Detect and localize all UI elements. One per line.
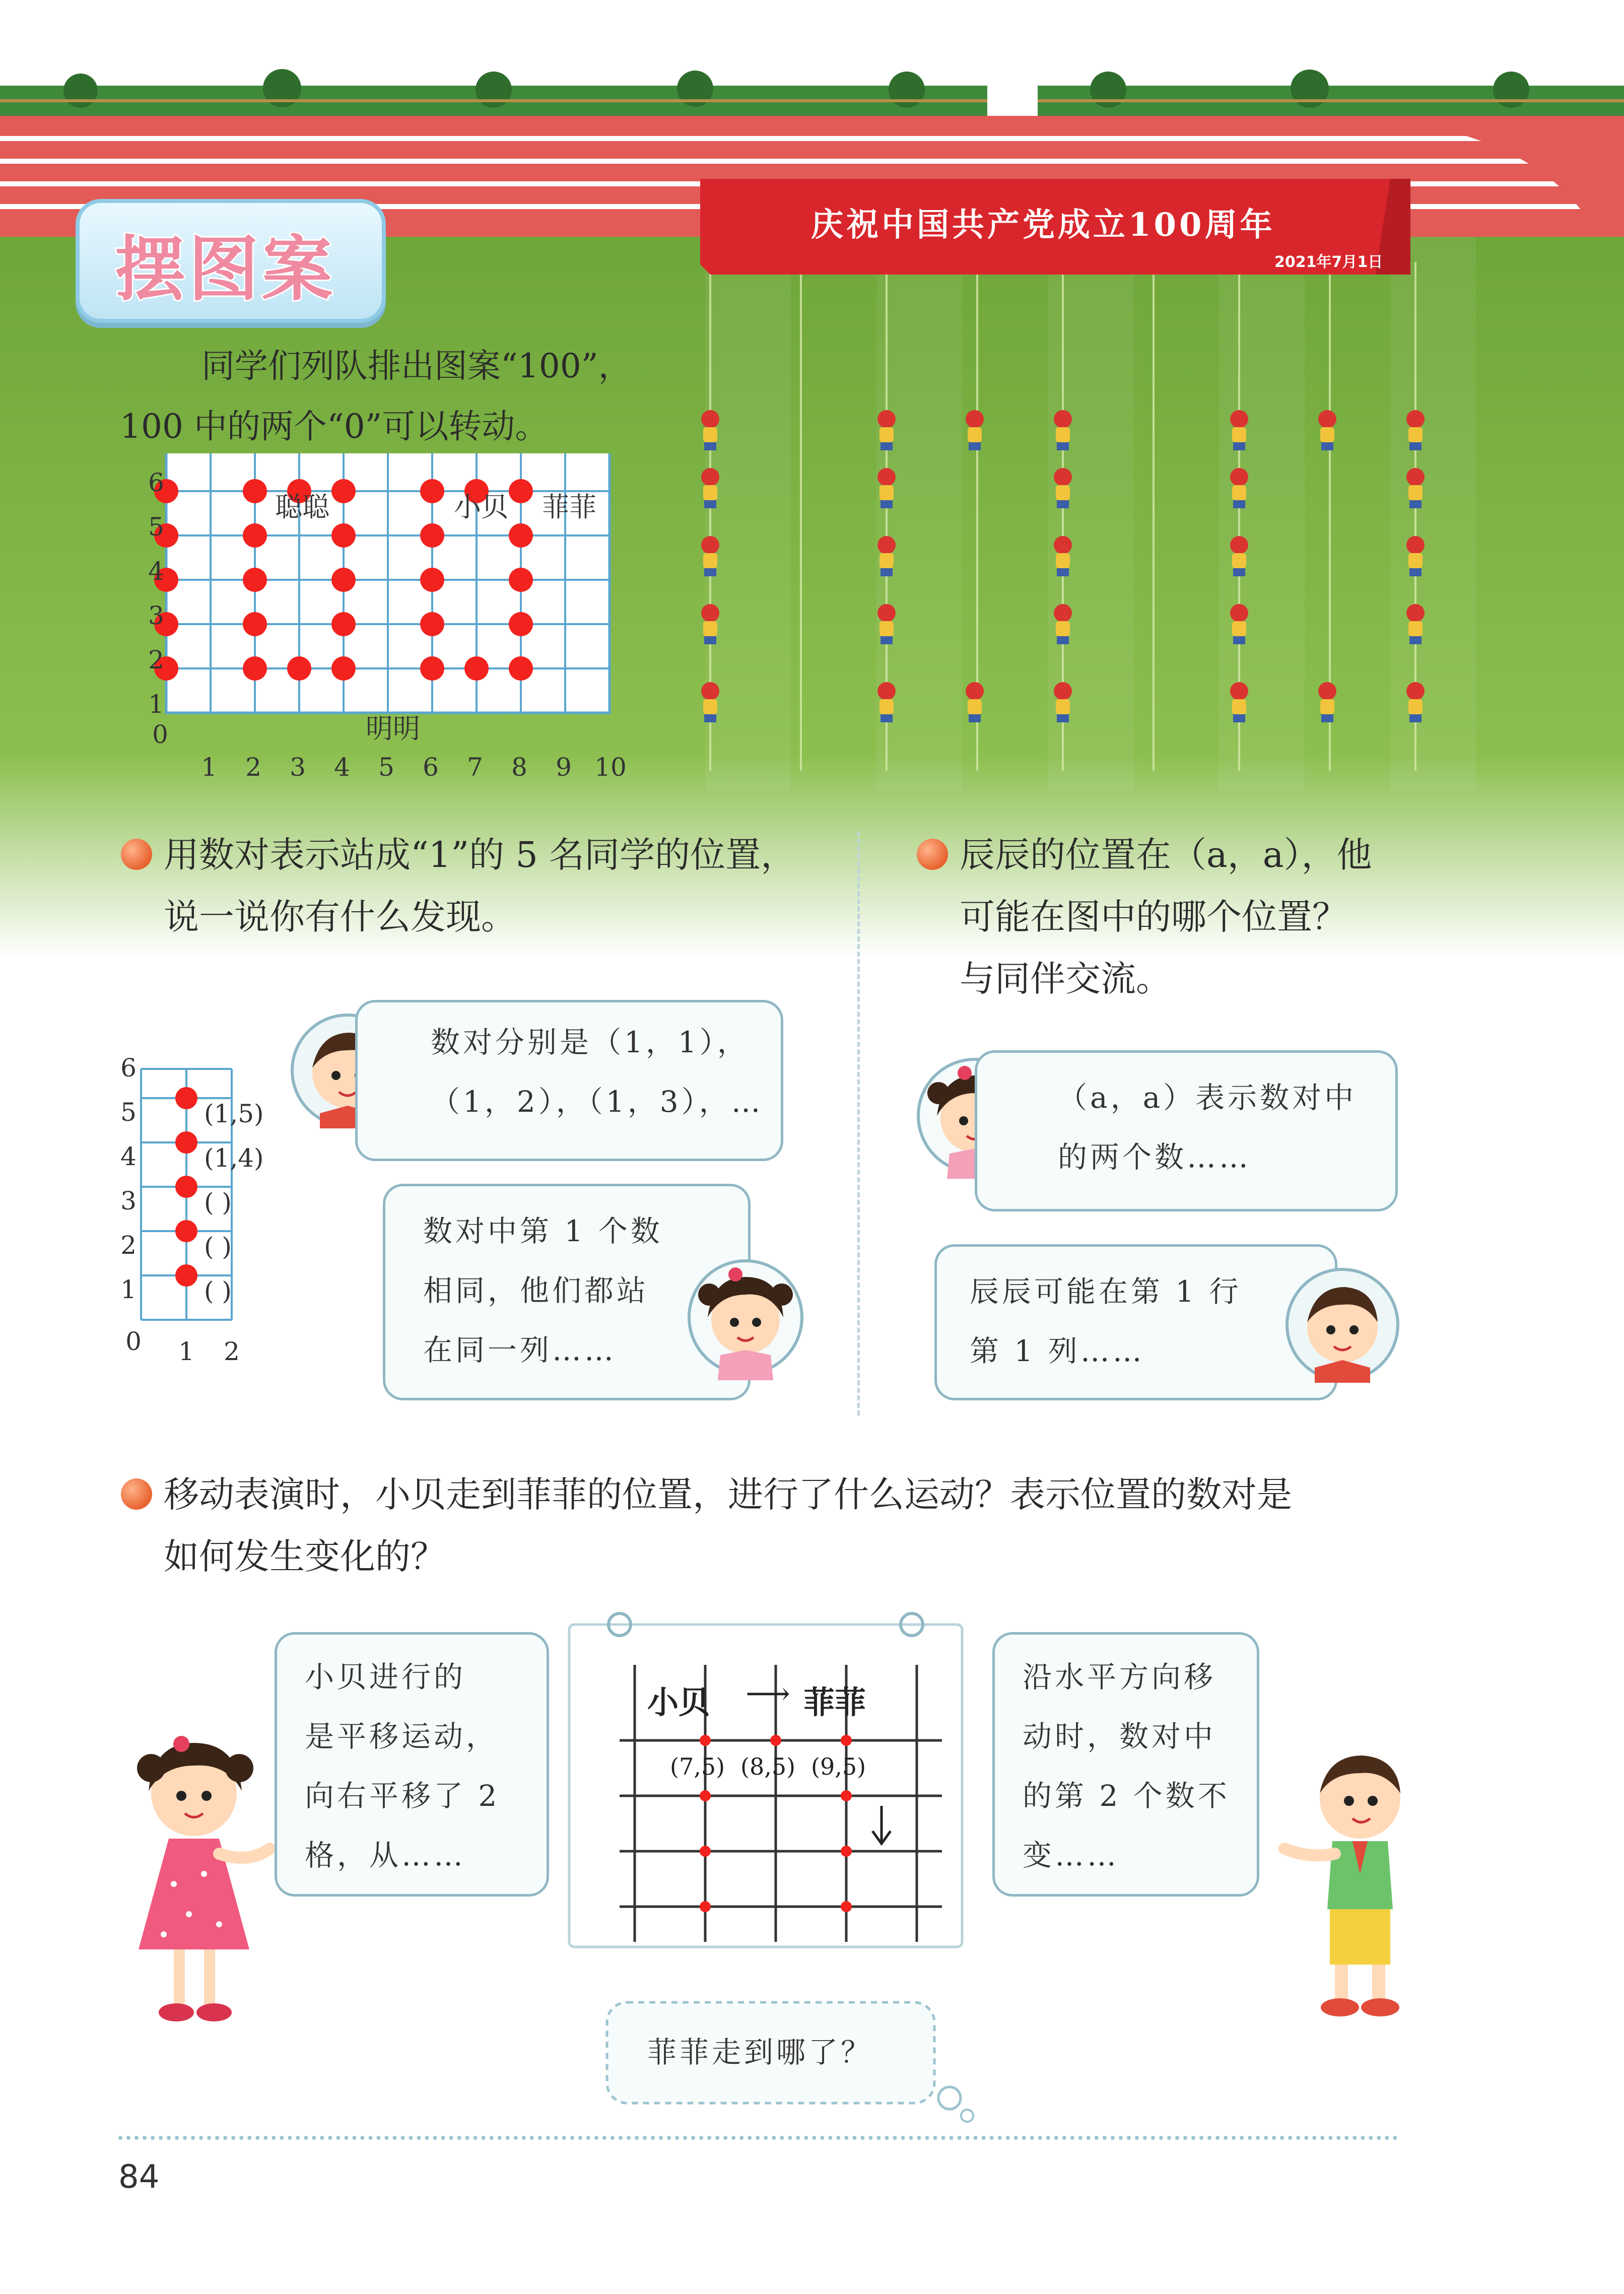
student-figure bbox=[1409, 442, 1422, 450]
student-figure bbox=[1230, 682, 1248, 700]
bubble-girl3-line-2: 是平移运动， bbox=[305, 1719, 499, 1753]
mini-y-tick-6: 6 bbox=[120, 1053, 137, 1083]
whiteboard-grid bbox=[559, 1609, 972, 1962]
speech-bubble-boy-3 bbox=[992, 1632, 1259, 1897]
question3-line-1: 移动表演时，小贝走到菲菲的位置，进行了什么运动？表示位置的数对是 bbox=[164, 1474, 1292, 1515]
wb-point bbox=[841, 1790, 852, 1801]
student-point bbox=[287, 656, 311, 681]
bubble-boy3-line-3: 的第 2 个数不 bbox=[1023, 1779, 1230, 1813]
student-figure bbox=[701, 410, 719, 428]
x-tick-9: 9 bbox=[556, 753, 572, 782]
bubble-girl3-line-3: 向右平移了 2 bbox=[305, 1779, 500, 1813]
bubble-boy2-line-2: 第 1 列…… bbox=[970, 1334, 1145, 1368]
banner-title: 庆祝中国共产党成立100周年 bbox=[811, 206, 1275, 244]
student-point bbox=[509, 612, 533, 636]
student-point bbox=[331, 656, 356, 681]
label-congcong: 聪聪 bbox=[275, 491, 329, 523]
column-divider bbox=[857, 831, 860, 1415]
student-figure bbox=[966, 682, 984, 700]
student-point bbox=[420, 612, 444, 636]
pair-label-5: ( ) bbox=[204, 1276, 232, 1306]
student-figure bbox=[881, 568, 893, 576]
bubble-boy1-line-2: （1，2），（1，3），… bbox=[431, 1085, 764, 1119]
student-figure bbox=[704, 442, 716, 450]
student-figure bbox=[1056, 621, 1070, 636]
mini-y-tick-3: 3 bbox=[120, 1186, 137, 1216]
student-figure bbox=[1232, 621, 1246, 636]
student-figure bbox=[1406, 468, 1425, 486]
student-point bbox=[331, 479, 356, 503]
mini-x-tick-2: 2 bbox=[224, 1337, 240, 1366]
student-figure bbox=[704, 714, 716, 722]
student-figure bbox=[1233, 500, 1245, 508]
student-figure bbox=[881, 442, 893, 450]
student-figure bbox=[1230, 604, 1248, 622]
y-tick-5: 5 bbox=[148, 512, 164, 542]
wb-point bbox=[841, 1846, 852, 1857]
bubble-boy1-line-1: 数对分别是（1，1）， bbox=[431, 1025, 750, 1059]
bubble-boy3-line-4: 变…… bbox=[1023, 1838, 1120, 1872]
student-figure bbox=[1230, 468, 1248, 486]
y-tick-1: 1 bbox=[148, 690, 164, 719]
student-figure bbox=[1409, 568, 1422, 576]
x-tick-1: 1 bbox=[201, 753, 217, 782]
bullet-icon bbox=[917, 839, 948, 870]
bubble-girl2-line-2: 的两个数…… bbox=[1058, 1140, 1252, 1174]
intro-line-2: 100 中的两个“0”可以转动。 bbox=[120, 407, 549, 446]
bubble-boy2-line-1: 辰辰可能在第 1 行 bbox=[970, 1274, 1242, 1309]
bubble-girl3-line-4: 格，从…… bbox=[305, 1838, 466, 1872]
student-figure bbox=[703, 699, 717, 714]
question2-line-1: 辰辰的位置在（a，a），他 bbox=[960, 834, 1372, 875]
student-figure bbox=[1057, 568, 1069, 576]
student-figure bbox=[1409, 714, 1422, 722]
student-figure bbox=[701, 682, 719, 700]
student-figure bbox=[881, 714, 893, 722]
mini-student-point bbox=[175, 1087, 197, 1109]
speech-bubble-boy-1 bbox=[355, 1000, 783, 1161]
bubble-girl1-line-2: 相同，他们都站 bbox=[423, 1273, 649, 1308]
footer-rule bbox=[118, 2136, 1398, 2140]
question1-line-1: 用数对表示站成“1”的 5 名同学的位置， bbox=[164, 834, 796, 875]
mini-y-tick-1: 1 bbox=[120, 1275, 137, 1304]
label-feifei: 菲菲 bbox=[542, 491, 596, 523]
student-figure bbox=[703, 427, 717, 442]
student-figure bbox=[1406, 410, 1425, 428]
student-figure bbox=[1056, 553, 1070, 568]
student-figure bbox=[1409, 636, 1422, 644]
student-figure bbox=[1321, 442, 1333, 450]
mini-x-tick-0: 0 bbox=[125, 1327, 142, 1356]
student-figure bbox=[966, 410, 984, 428]
mini-y-tick-4: 4 bbox=[120, 1142, 137, 1171]
student-figure bbox=[1232, 427, 1246, 442]
student-point bbox=[420, 523, 444, 548]
student-figure bbox=[1408, 553, 1423, 568]
y-tick-6: 6 bbox=[148, 468, 164, 497]
x-tick-5: 5 bbox=[378, 753, 394, 782]
boy-avatar bbox=[1284, 1267, 1400, 1383]
student-figure bbox=[1408, 699, 1423, 714]
student-point bbox=[243, 479, 267, 503]
student-figure bbox=[879, 485, 894, 500]
student-figure bbox=[1406, 536, 1425, 554]
student-figure bbox=[1409, 500, 1422, 508]
speech-bubble-girl-2 bbox=[975, 1050, 1398, 1211]
student-figure bbox=[968, 699, 982, 714]
wb-point bbox=[700, 1901, 711, 1912]
student-point bbox=[243, 656, 267, 681]
speech-bubble-boy-2 bbox=[934, 1244, 1337, 1400]
student-figure bbox=[881, 500, 893, 508]
students-formation-illustration bbox=[680, 398, 1486, 751]
x-tick-8: 8 bbox=[511, 753, 527, 782]
mini-x-tick-1: 1 bbox=[178, 1337, 194, 1366]
x-tick-7: 7 bbox=[467, 753, 483, 782]
pair-label-3: ( ) bbox=[204, 1188, 232, 1217]
wb-point bbox=[700, 1846, 711, 1857]
student-figure bbox=[1054, 682, 1072, 700]
y-tick-4: 4 bbox=[148, 557, 164, 586]
thought-text: 菲菲走到哪了？ bbox=[647, 2035, 873, 2069]
student-figure bbox=[1057, 636, 1069, 644]
question2-line-3: 与同伴交流。 bbox=[960, 958, 1171, 999]
mini-grid-chart bbox=[106, 1048, 292, 1375]
mini-student-point bbox=[175, 1264, 197, 1287]
wb-from-label: 小贝 bbox=[647, 1684, 710, 1721]
wb-point bbox=[841, 1735, 852, 1746]
student-figure bbox=[1054, 604, 1072, 622]
student-figure bbox=[1232, 699, 1246, 714]
student-figure bbox=[1320, 699, 1334, 714]
student-figure bbox=[703, 621, 717, 636]
student-figure bbox=[1233, 714, 1245, 722]
student-point bbox=[331, 612, 356, 636]
question2-line-2: 可能在图中的哪个位置？ bbox=[960, 896, 1347, 937]
student-figure bbox=[1056, 427, 1070, 442]
student-figure bbox=[704, 636, 716, 644]
wb-pair-3: (9,5) bbox=[811, 1753, 866, 1780]
section-title-badge bbox=[76, 199, 386, 323]
student-figure bbox=[1233, 568, 1245, 576]
student-point bbox=[420, 656, 444, 681]
bubble-boy3-line-2: 动时，数对中 bbox=[1023, 1719, 1216, 1753]
x-tick-6: 6 bbox=[423, 753, 439, 782]
bubble-girl1-line-3: 在同一列…… bbox=[423, 1333, 617, 1367]
student-point bbox=[464, 656, 489, 681]
student-figure bbox=[1057, 442, 1069, 450]
wb-arrow: ⟶ bbox=[746, 1675, 790, 1712]
student-point bbox=[331, 523, 356, 548]
student-figure bbox=[1230, 410, 1248, 428]
mini-student-point bbox=[175, 1131, 197, 1154]
student-figure bbox=[1318, 682, 1336, 700]
student-figure bbox=[968, 427, 982, 442]
student-figure bbox=[1056, 485, 1070, 500]
wb-point bbox=[700, 1735, 711, 1746]
page-number: 84 bbox=[118, 2158, 160, 2196]
pair-label-2: (1,4) bbox=[204, 1143, 264, 1173]
student-point bbox=[243, 612, 267, 636]
student-figure bbox=[969, 714, 981, 722]
student-figure bbox=[1321, 714, 1333, 722]
student-point bbox=[420, 479, 444, 503]
student-figure bbox=[1054, 410, 1072, 428]
student-figure bbox=[1232, 485, 1246, 500]
student-figure bbox=[879, 621, 894, 636]
bubble-girl2-line-1: （a，a）表示数对中 bbox=[1058, 1081, 1357, 1115]
mini-y-tick-2: 2 bbox=[120, 1231, 137, 1260]
wb-pair-1: (7,5) bbox=[670, 1753, 725, 1780]
x-tick-0: 0 bbox=[152, 720, 168, 749]
student-figure bbox=[1233, 636, 1245, 644]
student-figure bbox=[1054, 468, 1072, 486]
student-figure bbox=[1408, 485, 1423, 500]
student-figure bbox=[1408, 427, 1423, 442]
bullet-icon bbox=[121, 839, 152, 870]
question3-line-2: 如何发生变化的？ bbox=[164, 1536, 446, 1577]
student-point bbox=[509, 479, 533, 503]
student-figure bbox=[704, 568, 716, 576]
student-figure bbox=[703, 485, 717, 500]
student-figure bbox=[1318, 410, 1336, 428]
mini-student-point bbox=[175, 1176, 197, 1198]
student-figure bbox=[1057, 500, 1069, 508]
student-figure bbox=[877, 410, 896, 428]
label-xiaobei: 小贝 bbox=[454, 491, 508, 523]
question1-line-2: 说一说你有什么发现。 bbox=[164, 896, 516, 937]
student-figure bbox=[701, 468, 719, 486]
boy-figure bbox=[1274, 1743, 1436, 2025]
girl-figure bbox=[118, 1733, 280, 2035]
pair-label-4: ( ) bbox=[204, 1232, 232, 1261]
student-figure bbox=[1406, 682, 1425, 700]
bubble-boy3-line-1: 沿水平方向移 bbox=[1023, 1660, 1216, 1694]
girl-avatar bbox=[685, 1254, 806, 1385]
student-figure bbox=[701, 536, 719, 554]
student-figure bbox=[703, 553, 717, 568]
mini-student-point bbox=[175, 1220, 197, 1242]
student-figure bbox=[704, 500, 716, 508]
student-point bbox=[331, 568, 356, 592]
bubble-girl3-line-1: 小贝进行的 bbox=[305, 1660, 466, 1694]
student-figure bbox=[877, 604, 896, 622]
student-point bbox=[420, 568, 444, 592]
coordinate-grid-chart bbox=[106, 453, 650, 806]
student-figure bbox=[879, 553, 894, 568]
student-point bbox=[509, 568, 533, 592]
label-mingming: 明明 bbox=[366, 713, 420, 745]
student-figure bbox=[879, 699, 894, 714]
wb-point bbox=[770, 1735, 781, 1746]
wb-to-label: 菲菲 bbox=[803, 1684, 866, 1721]
student-figure bbox=[701, 604, 719, 622]
student-point bbox=[509, 523, 533, 548]
student-figure bbox=[969, 442, 981, 450]
student-figure bbox=[881, 636, 893, 644]
bubble-girl1-line-1: 数对中第 1 个数 bbox=[423, 1214, 663, 1248]
wb-pair-2: (8,5) bbox=[740, 1753, 796, 1780]
student-figure bbox=[1320, 427, 1334, 442]
student-figure bbox=[1406, 604, 1425, 622]
student-figure bbox=[1056, 699, 1070, 714]
student-figure bbox=[877, 468, 896, 486]
x-tick-10: 10 bbox=[594, 753, 627, 782]
bullet-icon bbox=[121, 1478, 152, 1510]
student-figure bbox=[877, 682, 896, 700]
intro-line-1: 同学们列队排出图案“100”， bbox=[201, 347, 632, 385]
student-figure bbox=[1408, 621, 1423, 636]
y-tick-3: 3 bbox=[148, 601, 164, 630]
x-tick-3: 3 bbox=[290, 753, 306, 782]
student-figure bbox=[877, 536, 896, 554]
mini-y-tick-5: 5 bbox=[120, 1098, 137, 1127]
pair-label-1: (1,5) bbox=[204, 1099, 264, 1128]
student-figure bbox=[1230, 536, 1248, 554]
wb-point bbox=[841, 1901, 852, 1912]
student-point bbox=[243, 523, 267, 548]
y-tick-2: 2 bbox=[148, 645, 164, 674]
student-point bbox=[509, 656, 533, 681]
student-figure bbox=[1054, 536, 1072, 554]
section-title: 摆图案 bbox=[115, 229, 336, 311]
banner-date: 2021年7月1日 bbox=[1274, 253, 1383, 271]
x-tick-4: 4 bbox=[334, 753, 350, 782]
x-tick-2: 2 bbox=[245, 753, 261, 782]
student-figure bbox=[1057, 714, 1069, 722]
wb-point bbox=[700, 1790, 711, 1801]
student-figure bbox=[1232, 553, 1246, 568]
student-figure bbox=[879, 427, 894, 442]
speech-bubble-girl-3 bbox=[275, 1632, 549, 1897]
student-point bbox=[243, 568, 267, 592]
student-figure bbox=[1233, 442, 1245, 450]
